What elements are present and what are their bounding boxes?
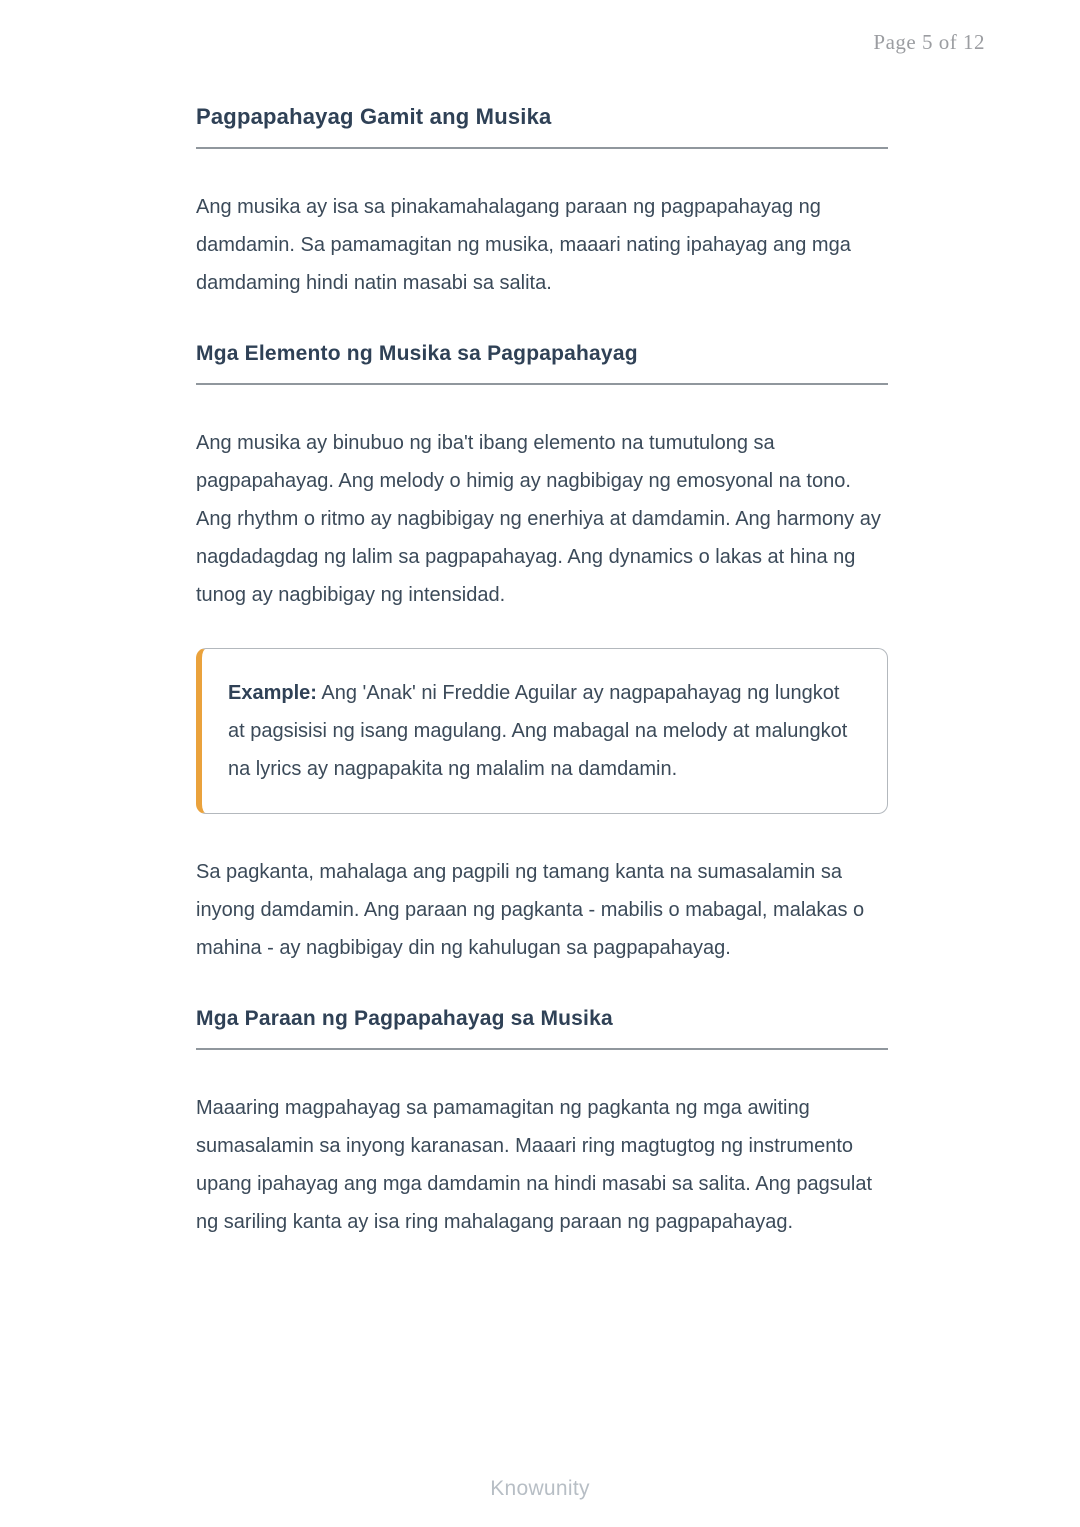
section-heading-mga-elemento-ng-musika: Mga Elemento ng Musika sa Pagpapahayag (196, 342, 888, 385)
example-callout-box (196, 648, 888, 814)
footer-brand: Knowunity (490, 1477, 590, 1500)
paragraph: Sa pagkanta, mahalaga ang pagpili ng tamang kanta na sumasalamin sa inyong damdamin. Ang paraan ng pagkanta - mabilis o mabagal, malakas o mahina - ay nagbibigay din ng kahulugan sa pagpapahayag. (196, 861, 865, 959)
document-content (196, 0, 888, 1241)
paragraph: Ang musika ay isa sa pinakamahalagang paraan ng pagpapahayag ng damdamin. Sa pamamagitan ng musika, maaari nating ipahayag ang mga damdaming hindi natin masabi sa salita. (196, 196, 851, 294)
example-body: Ang 'Anak' ni Freddie Aguilar ay nagpapahayag ng lungkot at pagsisisi ng isang magulang. Ang mabagal na melody at malungkot na lyrics ay nagpapakita ng malalim na damdamin. (228, 682, 848, 780)
section-heading-pagpapahayag-gamit-ang-musika: Pagpapahayag Gamit ang Musika (196, 104, 888, 149)
paragraph: Ang musika ay binubuo ng iba't ibang elemento na tumutulong sa pagpapahayag. Ang melody o himig ay nagbibigay ng emosyonal na tono. Ang rhythm o ritmo ay nagbibigay ng enerhiya at damdamin. Ang harmony ay nagdadagdag ng lalim sa pagpapahayag. Ang dynamics o lakas at hina ng tunog ay nagbibigay ng intensidad. (196, 432, 881, 606)
page-number: Page 5 of 12 (873, 30, 985, 54)
example-label: Example: (228, 682, 317, 704)
section-heading-mga-paraan-ng-pagpapahayag: Mga Paraan ng Pagpapahayag sa Musika (196, 1007, 888, 1050)
paragraph: Maaaring magpahayag sa pamamagitan ng pagkanta ng mga awiting sumasalamin sa inyong karanasan. Maaari ring magtugtog ng instrumento upang ipahayag ang mga damdamin na hindi masabi sa salita. Ang pagsulat ng sariling kanta ay isa ring mahalagang paraan ng pagpapahayag. (196, 1097, 873, 1233)
example-text (228, 674, 855, 788)
